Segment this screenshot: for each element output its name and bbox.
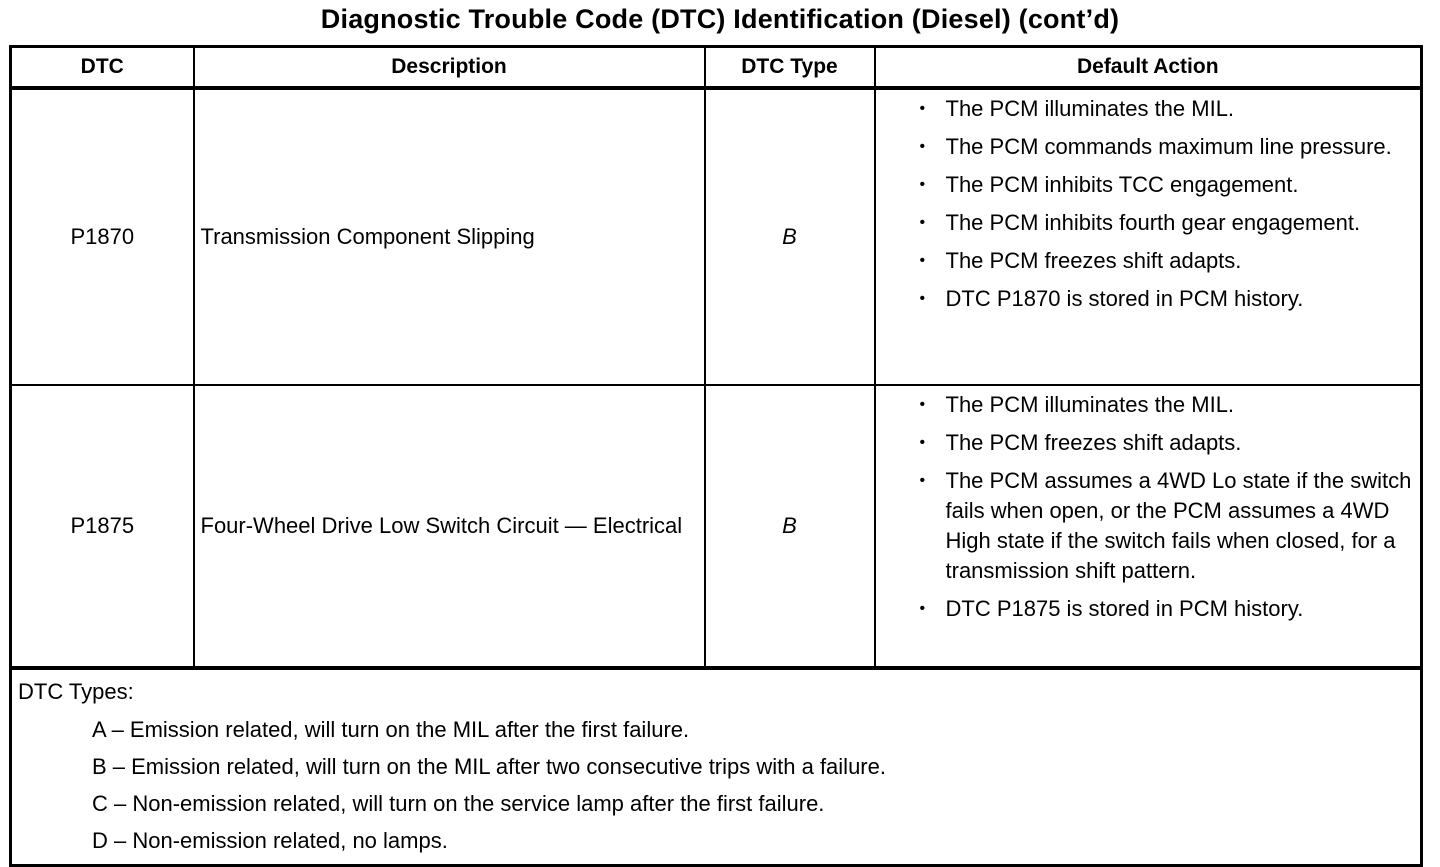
legend-item: D – Non-emission related, no lamps. (92, 828, 448, 853)
list-item: • The PCM illuminates the MIL. (876, 390, 1415, 420)
header-dtc-type: DTC Type (705, 47, 875, 89)
dtc-code: P1870 (11, 88, 194, 385)
legend-heading: DTC Types: (18, 679, 134, 704)
list-item: • The PCM inhibits TCC engagement. (876, 170, 1415, 200)
table-row (11, 385, 1422, 668)
list-item: • The PCM freezes shift adapts. (876, 428, 1415, 458)
list-item: • The PCM illuminates the MIL. (876, 94, 1415, 124)
action-list (876, 390, 1415, 624)
list-item: • The PCM commands maximum line pressure. (876, 132, 1415, 162)
table-row (11, 88, 1422, 385)
legend-row (11, 668, 1422, 866)
list-item: • The PCM freezes shift adapts. (876, 246, 1415, 276)
list-item: • DTC P1870 is stored in PCM history. (876, 284, 1415, 314)
default-action (875, 88, 1422, 385)
header-default-action: Default Action (875, 47, 1422, 89)
list-item: • The PCM assumes a 4WD Lo state if the switch fails when open, or the PCM assumes a 4WD High state if the switch fails when closed, for a transmission shift pattern. (876, 466, 1415, 586)
legend-item: A – Emission related, will turn on the MIL after the first failure. (92, 717, 690, 742)
page-title: Diagnostic Trouble Code (DTC) Identification (Diesel) (cont’d) (320, 4, 1120, 34)
dtc-type: B (705, 385, 875, 668)
dtc-table (9, 45, 1423, 867)
header-dtc: DTC (11, 47, 194, 89)
dtc-code: P1875 (11, 385, 194, 668)
list-item: • DTC P1875 is stored in PCM history. (876, 594, 1415, 624)
dtc-description: Four-Wheel Drive Low Switch Circuit — Electrical (194, 385, 705, 668)
header-description: Description (194, 47, 705, 89)
dtc-type: B (705, 88, 875, 385)
dtc-description: Transmission Component Slipping (194, 88, 705, 385)
action-list (876, 94, 1415, 314)
default-action (875, 385, 1422, 668)
table-header-row (11, 47, 1422, 89)
list-item: • The PCM inhibits fourth gear engagement. (876, 208, 1415, 238)
legend-item: B – Emission related, will turn on the MIL after two consecutive trips with a failure. (92, 754, 886, 779)
legend-item: C – Non-emission related, will turn on the service lamp after the first failure. (92, 791, 825, 816)
dtc-types-legend (11, 668, 1422, 866)
